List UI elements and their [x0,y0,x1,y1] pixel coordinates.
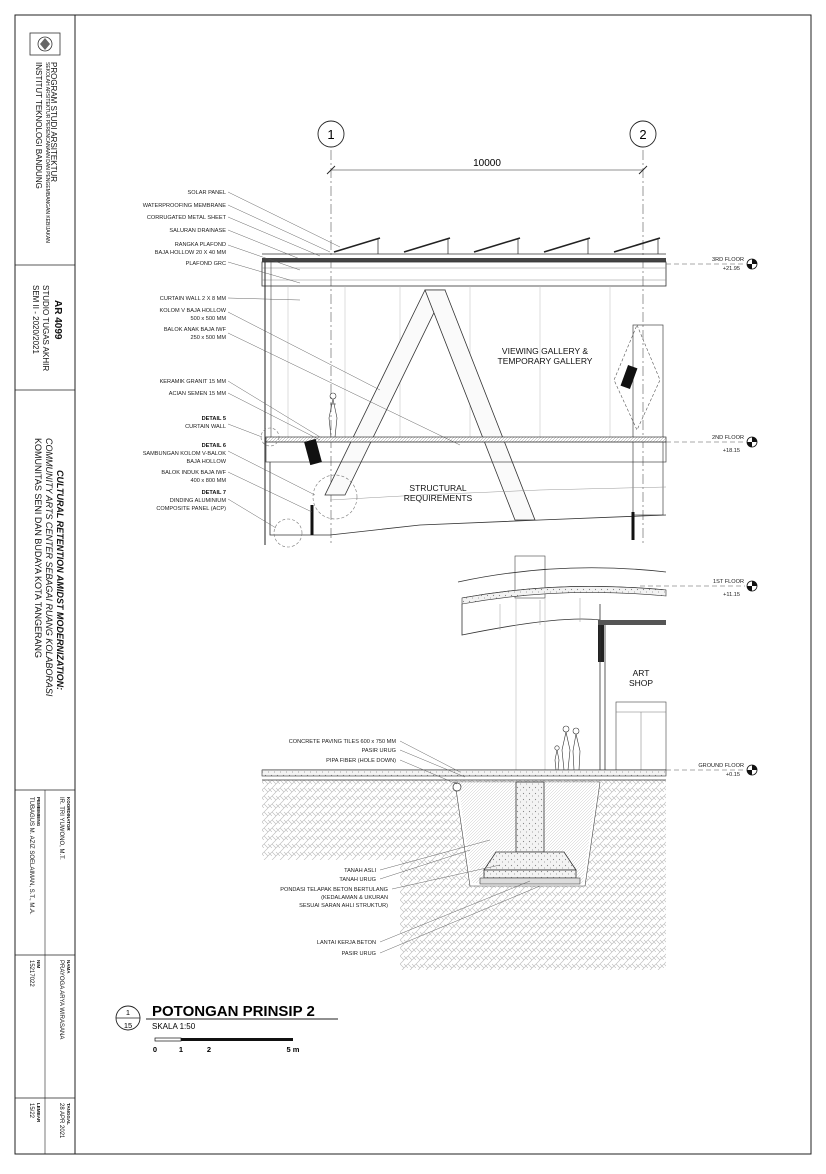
institution-school: SEKOLAH ARSITEKTUR PERENCANAAN DAN PENGEMBANGAN KEBIJAKAN [44,62,50,243]
sheet-label: LEMBAR [36,1103,41,1123]
grid-axes [318,121,656,545]
detail-7-callout [274,519,302,547]
annotation-label: 400 x 800 MM [190,478,226,484]
annotation-label: CURTAIN WALL 2 X 8 MM [159,296,226,302]
room-label-gallery-2: TEMPORARY GALLERY [497,356,593,366]
project-subtitle-2: KOMUNITAS SENI DAN BUDAYA KOTA TANGERANG [33,438,43,659]
room-label-shop-2: SHOP [628,678,654,688]
coordinator-name: IR. TRI YUWONO, M.T. [58,797,64,860]
sheet-number: 15/22 [28,1103,34,1119]
annotation-label: PASIR URUG [341,951,376,957]
annotation-label: WATERPROOFING MEMBRANE [142,203,226,209]
institution-program: PROGRAM STUDI ARSITEKTUR [49,62,58,183]
annotation-label: KERAMIK GRANIT 15 MM [159,379,226,385]
annotation-label: SALURAN DRAINASE [169,228,226,234]
annotation-label: RANGKA PLAFOND [174,242,226,248]
level-name: 2ND FLOOR [711,435,744,441]
scale-tick-label: 2 [206,1045,212,1054]
roof-assembly [262,238,666,286]
annotation-label: BAJA HOLLOW 20 X 40 MM [154,250,226,256]
project-title: CULTURAL RETENTION AMIDST MODERNIZATION: [55,470,65,691]
annotation-label: COMPOSITE PANEL (ACP) [156,506,226,512]
project-subtitle-1: COMMUNITY ARTS CENTER SEBAGAI RUANG KOLABORASI [44,438,54,697]
coordinator-label: KOORDINATOR [66,797,71,831]
annotation-label: ACIAN SEMEN 15 MM [168,391,226,397]
nim-value: 15217022 [28,960,34,987]
course-semester: SEM II - 2020/2021 [31,285,40,354]
level-name: 3RD FLOOR [711,257,744,263]
annotation-label: PONDASI TELAPAK BETON BERTULANG [280,887,388,893]
room-label-shop-1: ART [632,668,650,678]
drawing-scale: SKALA 1:50 [152,1022,196,1031]
annotation-label: DINDING ALUMINIUM [169,498,226,504]
section-number: 1 [125,1008,131,1017]
level-value: +11.15 [723,592,740,598]
annotation-label: KOLOM V BAJA HOLLOW [159,308,226,314]
scale-bar [155,1038,293,1041]
annotation-label: PASIR URUG [361,748,396,754]
annotation-label: DETAIL 7 [201,490,226,496]
scale-figures-ground [555,726,580,770]
level-value: +18.15 [722,448,740,454]
annotation-label: CURTAIN WALL [185,424,226,430]
solar-panels [334,238,660,254]
annotation-label: PLAFOND GRC [185,261,226,267]
itb-logo-icon [30,33,60,55]
level-name: 1ST FLOOR [713,579,744,585]
annotation-label: CONCRETE PAVING TILES 600 x 750 MM [288,739,396,745]
first-floor-structure [458,556,666,770]
student-label: NAMA [66,960,71,974]
scale-tick-label: 1 [178,1045,184,1054]
course-name: STUDIO TUGAS AKHIR [41,285,50,372]
annotation-label: BAJA HOLLOW [186,459,226,465]
scale-tick-label: 0 [152,1045,158,1054]
room-label-structural-1: STRUCTURAL [409,483,467,493]
annotation-label: TANAH ASLI [344,868,376,874]
room-label-gallery-1: VIEWING GALLERY & [501,346,589,356]
scale-figure-gallery [329,393,337,437]
institution-university: INSTITUT TEKNOLOGI BANDUNG [34,62,43,189]
annotation-label: 500 x 500 MM [190,316,226,322]
dimension-label: 10000 [473,158,501,169]
nim-label: NIM [36,960,41,969]
annotation-label: PIPA FIBER (HOLE DOWN) [326,758,396,764]
course-code: AR 4099 [52,300,63,340]
scale-tick-label: 5 m [286,1045,300,1054]
annotation-label: SAMBUNGAN KOLOM V-BALOK [142,451,226,457]
annotation-label: SOLAR PANEL [187,190,226,196]
annotation-label: (KEDALAMAN & UKURAN [321,895,388,901]
annotation-label: DETAIL 5 [201,416,226,422]
drawing-title: POTONGAN PRINSIP 2 [152,1003,315,1020]
student-name: PRAYOGA ARYA WIRASANA [58,960,64,1040]
annotation-label: DETAIL 6 [201,443,226,449]
annotation-label: CORRUGATED METAL SHEET [146,215,226,221]
annotation-label: BALOK ANAK BAJA IWF [163,327,226,333]
annotation-label: LANTAI KERJA BETON [316,940,376,946]
grid-label-1: 1 [327,127,335,142]
supervisor-label: PEMBIMBING [36,797,41,827]
grid-label-2: 2 [639,127,647,142]
supervisor-name: TUBAGUS M. AZIZ SOELAIMAN, S.T., M.A. [28,797,34,915]
level-value: +0.15 [725,772,740,778]
level-datum-icon [747,259,757,775]
level-name: GROUND FLOOR [698,763,744,769]
annotation-label: TANAH URUG [339,877,376,883]
room-label-structural-2: REQUIREMENTS [403,493,473,503]
date-label: TANGGAL [66,1103,71,1125]
annotation-label: BALOK INDUK BAJA IWF [161,470,226,476]
sheet-border [15,15,811,1154]
level-markers [640,259,757,775]
section-sheet-ref: 15 [123,1021,133,1030]
level-value: +21.95 [722,266,740,272]
annotation-label: SESUAI SARAN AHLI STRUKTUR) [299,903,388,909]
date-value: 28 APR 2021 [58,1103,64,1139]
gallery-structure [261,262,666,547]
annotation-label: 250 x 500 MM [190,335,226,341]
